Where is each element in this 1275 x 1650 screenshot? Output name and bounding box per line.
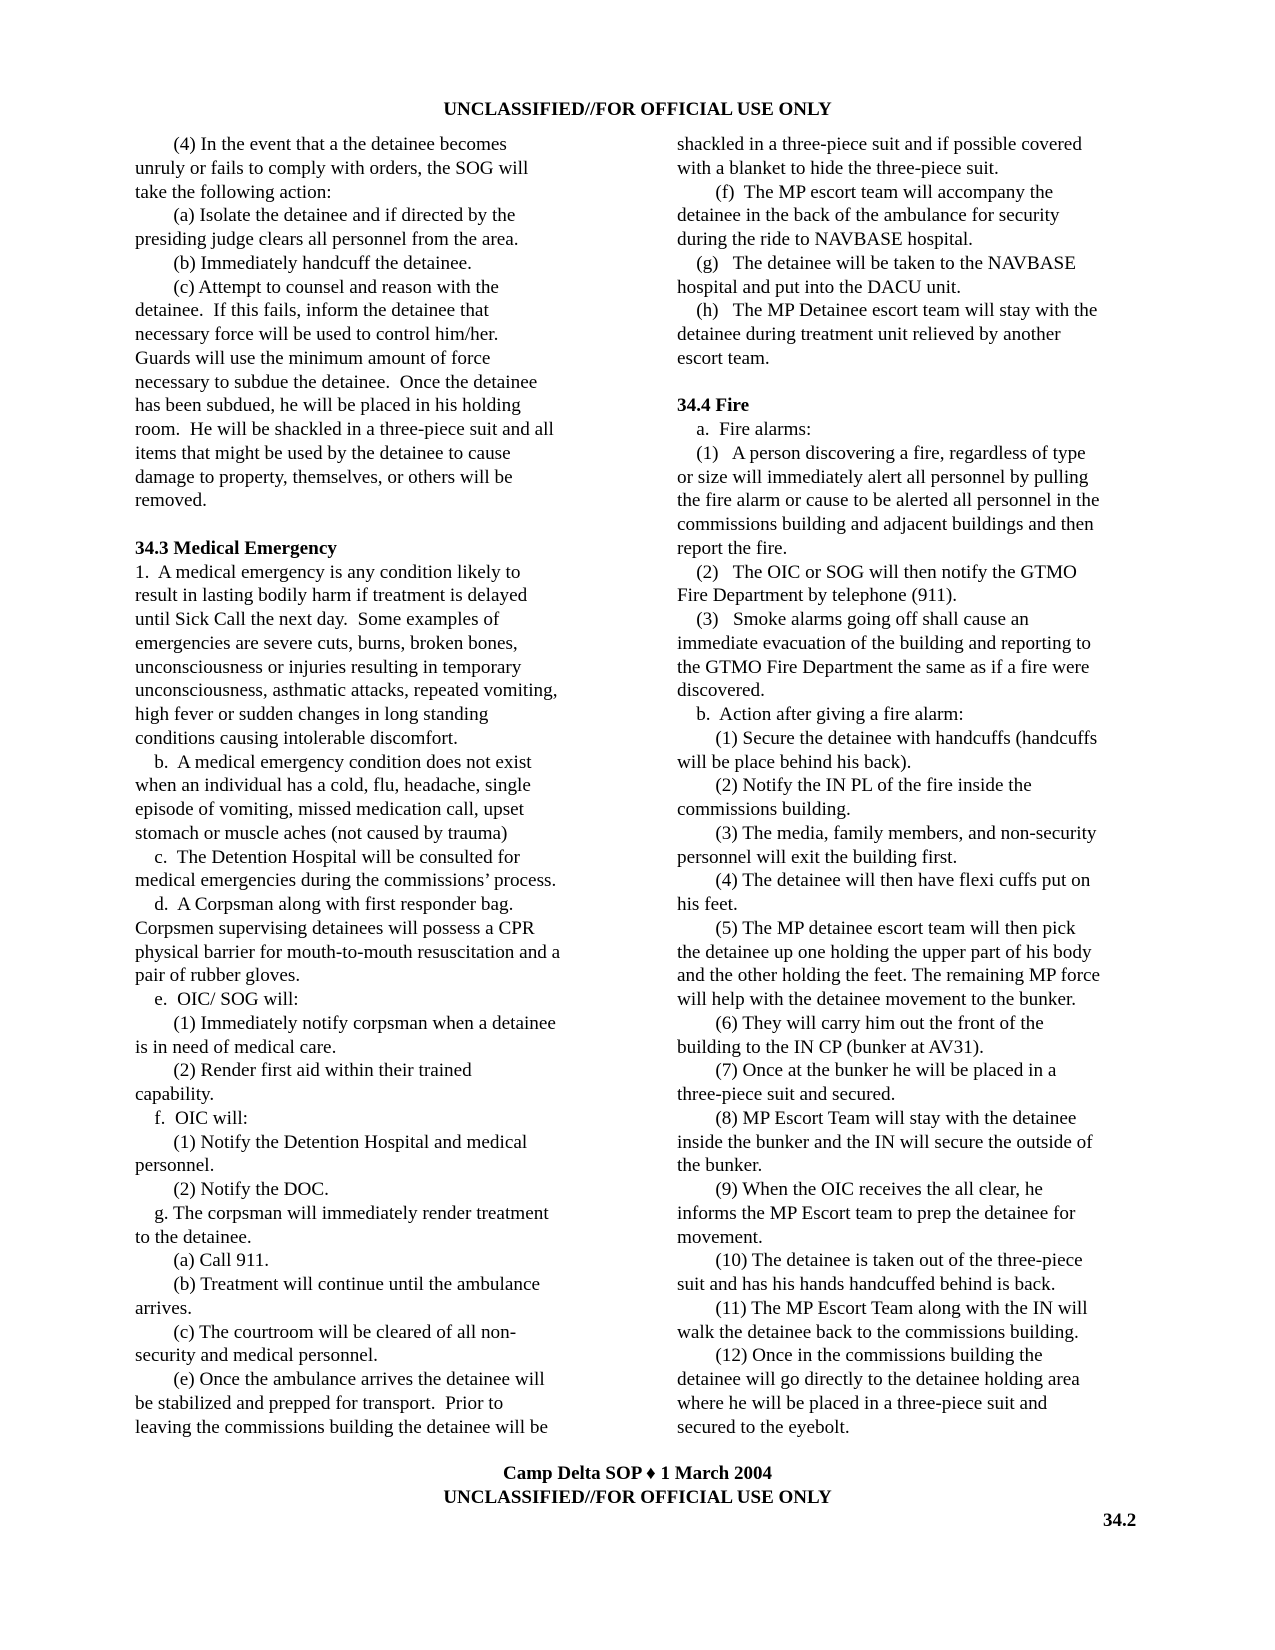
text-line: walk the detainee back to the commissions building. bbox=[677, 1321, 1079, 1343]
text-line: suit and has his hands handcuffed behind is back. bbox=[677, 1274, 1056, 1295]
text-line: during the ride to NAVBASE hospital. bbox=[677, 229, 973, 250]
text-line: commissions building and adjacent buildings and then bbox=[677, 514, 1094, 535]
text-line: discovered. bbox=[677, 680, 765, 702]
header-classification: UNCLASSIFIED//FOR OFFICIAL USE ONLY bbox=[443, 99, 832, 120]
text-line: (11) The MP Escort Team along with the IN will bbox=[677, 1297, 1088, 1319]
text-line: g. The corpsman will immediately render treatment bbox=[135, 1202, 549, 1224]
text-line: capability. bbox=[135, 1084, 215, 1105]
text-line: (3) The media, family members, and non-security bbox=[677, 822, 1097, 844]
text-line: security and medical personnel. bbox=[135, 1345, 378, 1367]
text-line: (e) Once the ambulance arrives the detainee will bbox=[135, 1369, 545, 1390]
text-line: items that might be used by the detainee to cause bbox=[135, 442, 511, 464]
text-line: (1) Secure the detainee with handcuffs (handcuffs bbox=[677, 727, 1098, 749]
text-line: Fire Department by telephone (911). bbox=[677, 585, 958, 607]
text-line: leaving the commissions building the detainee will be bbox=[135, 1416, 548, 1438]
text-line: (c) The courtroom will be cleared of all non- bbox=[135, 1321, 517, 1343]
text-line: when an individual has a cold, flu, headache, single bbox=[135, 775, 531, 797]
text-line bbox=[677, 371, 1139, 395]
text-line: (c) Attempt to counsel and reason with the bbox=[135, 276, 499, 298]
text-line: (b) Immediately handcuff the detainee. bbox=[135, 252, 472, 274]
text-line: with a blanket to hide the three-piece suit. bbox=[677, 157, 999, 179]
text-line: hospital and put into the DACU unit. bbox=[677, 276, 962, 298]
text-line: report the fire. bbox=[677, 537, 788, 559]
text-line: Corpsmen supervising detainees will possess a CPR bbox=[135, 917, 535, 939]
text-line: to the detainee. bbox=[135, 1226, 252, 1248]
text-line: has been subdued, he will be placed in his holding bbox=[135, 395, 521, 417]
text-line: (f) The MP escort team will accompany the bbox=[677, 181, 1054, 203]
text-line: (4) The detainee will then have flexi cuffs put on bbox=[677, 870, 1091, 892]
text-line: the fire alarm or cause to be alerted all personnel in the bbox=[677, 490, 1100, 512]
text-line: pair of rubber gloves. bbox=[135, 965, 301, 987]
text-line: detainee during treatment unit relieved by another bbox=[677, 324, 1061, 345]
text-line: or size will immediately alert all personnel by pulling bbox=[677, 466, 1089, 488]
page-number: 34.2 bbox=[1103, 1510, 1137, 1531]
text-line: the detainee up one holding the upper part of his body bbox=[677, 941, 1092, 963]
text-line: b. A medical emergency condition does not exist bbox=[135, 751, 532, 773]
footer bbox=[0, 1462, 1275, 1510]
text-line: necessary to subdue the detainee. Once the detainee bbox=[135, 371, 538, 393]
text-line: until Sick Call the next day. Some examples of bbox=[135, 609, 500, 630]
text-line: 1. A medical emergency is any condition likely to bbox=[135, 561, 521, 583]
text-line: unruly or fails to comply with orders, the SOG will bbox=[135, 157, 529, 179]
text-line: three-piece suit and secured. bbox=[677, 1084, 896, 1105]
text-line: inside the bunker and the IN will secure the outside of bbox=[677, 1131, 1093, 1153]
text-line: (b) Treatment will continue until the ambulance bbox=[135, 1274, 540, 1295]
text-line: result in lasting bodily harm if treatment is delayed bbox=[135, 585, 528, 607]
text-line: (h) The MP Detainee escort team will stay with the bbox=[677, 300, 1098, 322]
text-line: (g) The detainee will be taken to the NAVBASE bbox=[677, 252, 1076, 274]
text-line: take the following action: bbox=[135, 181, 332, 203]
footer-classification: UNCLASSIFIED//FOR OFFICIAL USE ONLY bbox=[443, 1487, 832, 1508]
text-line: stomach or muscle aches (not caused by trauma) bbox=[135, 822, 508, 844]
text-line: emergencies are severe cuts, burns, broken bones, bbox=[135, 632, 518, 654]
text-line: (a) Call 911. bbox=[135, 1250, 270, 1272]
text-line: 34.3 Medical Emergency bbox=[135, 537, 337, 559]
text-line: Guards will use the minimum amount of force bbox=[135, 347, 491, 369]
text-line: f. OIC will: bbox=[135, 1107, 248, 1129]
text-line: the GTMO Fire Department the same as if a fire were bbox=[677, 656, 1090, 678]
text-line: immediate evacuation of the building and reporting to bbox=[677, 632, 1092, 654]
text-line: (1) A person discovering a fire, regardless of type bbox=[677, 442, 1086, 464]
text-line bbox=[135, 513, 595, 537]
text-line: d. A Corpsman along with first responder bag. bbox=[135, 894, 514, 915]
text-line: necessary force will be used to control him/her. bbox=[135, 324, 499, 345]
text-line: unconsciousness or injuries resulting in temporary bbox=[135, 656, 522, 678]
text-line: detainee will go directly to the detainee holding area bbox=[677, 1369, 1080, 1390]
text-line: e. OIC/ SOG will: bbox=[135, 989, 299, 1010]
text-line: high fever or sudden changes in long standing bbox=[135, 704, 489, 725]
text-line: is in need of medical care. bbox=[135, 1036, 337, 1058]
text-line: detainee in the back of the ambulance for security bbox=[677, 205, 1060, 227]
text-line: arrives. bbox=[135, 1297, 193, 1319]
text-line: (9) When the OIC receives the all clear, he bbox=[677, 1179, 1043, 1200]
text-line: medical emergencies during the commissions’ process. bbox=[135, 870, 557, 892]
text-line: damage to property, themselves, or others will be bbox=[135, 466, 513, 488]
text-line: the bunker. bbox=[677, 1155, 763, 1177]
text-line: personnel will exit the building first. bbox=[677, 846, 958, 868]
text-line: (5) The MP detainee escort team will then pick bbox=[677, 917, 1076, 939]
text-line: (1) Notify the Detention Hospital and medical bbox=[135, 1131, 528, 1153]
text-line: (4) In the event that a the detainee becomes bbox=[135, 134, 507, 155]
text-line: conditions causing intolerable discomfort. bbox=[135, 727, 458, 749]
text-line: (8) MP Escort Team will stay with the detainee bbox=[677, 1107, 1077, 1129]
text-line: 34.4 Fire bbox=[677, 395, 750, 417]
text-line: (7) Once at the bunker he will be placed in a bbox=[677, 1060, 1057, 1082]
text-line: escort team. bbox=[677, 347, 770, 369]
text-line: (12) Once in the commissions building the bbox=[677, 1345, 1043, 1367]
text-line: c. The Detention Hospital will be consulted for bbox=[135, 846, 520, 868]
text-line: and the other holding the feet. The remaining MP force bbox=[677, 965, 1101, 987]
text-line: b. Action after giving a fire alarm: bbox=[677, 704, 964, 725]
text-line: where he will be placed in a three-piece suit and bbox=[677, 1392, 1048, 1414]
text-line: (2) Notify the IN PL of the fire inside the bbox=[677, 775, 1032, 797]
right-column bbox=[677, 133, 1139, 1439]
footer-title: Camp Delta SOP ♦ 1 March 2004 bbox=[503, 1463, 772, 1484]
text-line: secured to the eyebolt. bbox=[677, 1416, 850, 1438]
text-line: (2) The OIC or SOG will then notify the GTMO bbox=[677, 561, 1077, 583]
text-line: episode of vomiting, missed medication call, upset bbox=[135, 799, 525, 820]
text-line: (10) The detainee is taken out of the three-piece bbox=[677, 1250, 1083, 1272]
text-line: commissions building. bbox=[677, 799, 851, 820]
text-line: a. Fire alarms: bbox=[677, 419, 812, 440]
text-line: (1) Immediately notify corpsman when a detainee bbox=[135, 1012, 556, 1034]
text-line: room. He will be shackled in a three-piece suit and all bbox=[135, 419, 554, 440]
text-line: his feet. bbox=[677, 894, 738, 915]
text-line: (a) Isolate the detainee and if directed by the bbox=[135, 205, 516, 227]
text-line: shackled in a three-piece suit and if possible covered bbox=[677, 134, 1082, 155]
text-line: (2) Notify the DOC. bbox=[135, 1179, 329, 1200]
text-line: will be place behind his back). bbox=[677, 751, 912, 773]
text-line: movement. bbox=[677, 1226, 763, 1248]
text-line: detainee. If this fails, inform the detainee that bbox=[135, 300, 489, 322]
text-line: will help with the detainee movement to the bunker. bbox=[677, 989, 1077, 1010]
text-line: presiding judge clears all personnel from the area. bbox=[135, 229, 519, 250]
text-line: (3) Smoke alarms going off shall cause an bbox=[677, 609, 1029, 630]
text-line: physical barrier for mouth-to-mouth resuscitation and a bbox=[135, 941, 561, 963]
text-line: (6) They will carry him out the front of the bbox=[677, 1012, 1044, 1034]
text-line: building to the IN CP (bunker at AV31). bbox=[677, 1036, 984, 1058]
text-line: removed. bbox=[135, 490, 207, 512]
text-line: unconsciousness, asthmatic attacks, repeated vomiting, bbox=[135, 680, 558, 702]
left-column bbox=[135, 133, 595, 1439]
text-line: be stabilized and prepped for transport. Prior to bbox=[135, 1392, 504, 1414]
text-line: informs the MP Escort team to prep the detainee for bbox=[677, 1202, 1076, 1224]
text-line: (2) Render first aid within their trained bbox=[135, 1060, 472, 1082]
text-line: personnel. bbox=[135, 1155, 215, 1177]
